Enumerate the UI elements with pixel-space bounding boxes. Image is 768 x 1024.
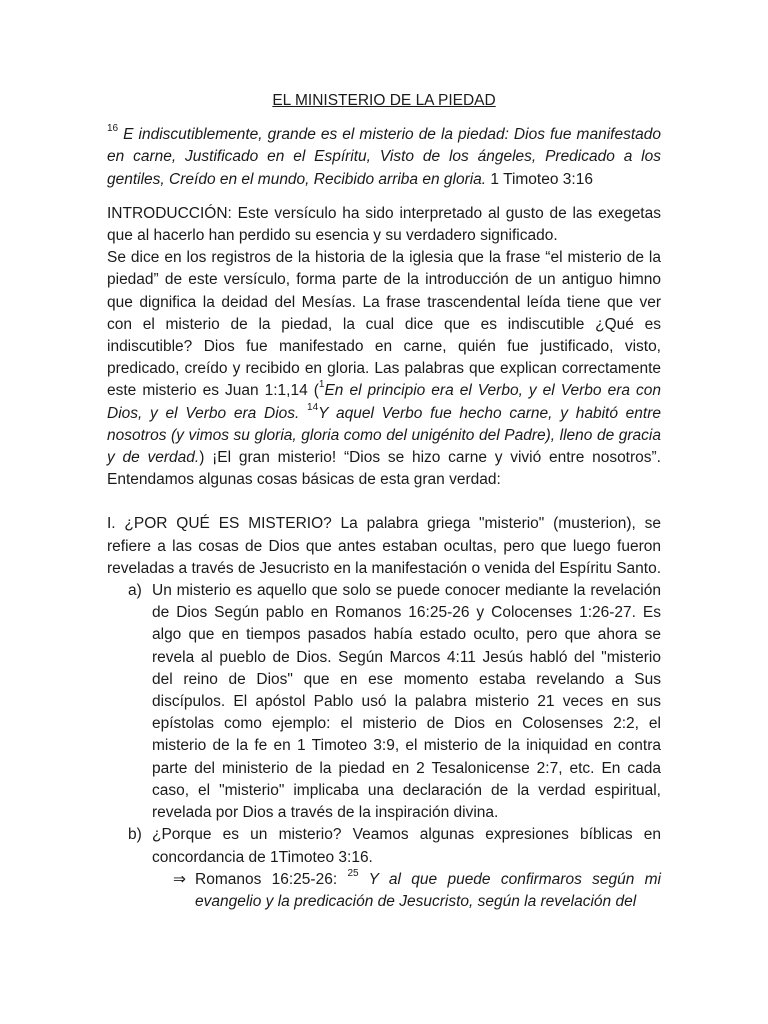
- section-1-heading: I. ¿POR QUÉ ES MISTERIO? La palabra griega "misterio" (musterion), se refiere a las cosas de Dios que antes estaban ocultas, pero que luego fueron reveladas a través de Jesucristo en la manifestación o venida del Espíritu Santo.: [107, 515, 662, 577]
- intro-text-start: Se dice en los registros de la historia de la iglesia que la frase “el misterio de la piedad” de este versículo, forma parte de la introducción de un antiguo himno que dignifica la deidad del Mesías. La frase trascendental leída tiene que ver con el misterio de la piedad, la cual dice que es indiscutible ¿Qué es indiscutible? Dios fue manifestado en carne, quién fue justificado, visto, predicado, creído y recibido en gloria. Las palabras que explican correctamente este misterio es Juan 1:1,14 (: [107, 249, 661, 400]
- verse-number: 14: [307, 401, 319, 413]
- romans-quote: Y al que puede confirmaros según mi evangelio y la predicación de Jesucristo, según la revelación del: [195, 870, 661, 910]
- intro-text-end: ) ¡El gran misterio! “Dios se hizo carne y vivió entre nosotros”. Entendamos algunas cosas básicas de esta gran verdad:: [107, 449, 661, 489]
- list-item-b: [107, 824, 661, 868]
- section-1-list: [107, 580, 661, 869]
- list-marker: b): [128, 826, 142, 844]
- john-1-14-quote: Y aquel Verbo fue hecho carne, y habitó entre nosotros (y vimos su gloria, gloria como del unigénito del Padre), lleno de gracia y de verdad.: [107, 404, 661, 467]
- epigraph-quote: E indiscutiblemente, grande es el misterio de la piedad: Dios fue manifestado en carne, Justificado en el Espíritu, Visto de los ángeles, Predicado a los gentiles, Creído en el mundo, Recibido arriba en gloria.: [107, 126, 661, 188]
- arrow-list-item: [107, 869, 661, 913]
- arrow-item-reference: Romanos 16:25-26:: [195, 870, 348, 888]
- verse-number: 16: [107, 123, 119, 135]
- verse-number: 1: [318, 379, 325, 391]
- verse-number: 25: [347, 867, 359, 879]
- document-page: [107, 90, 661, 913]
- list-marker: a): [128, 582, 142, 600]
- arrow-icon: ⇒: [173, 870, 186, 888]
- document-title: EL MINISTERIO DE LA PIEDAD: [272, 92, 496, 109]
- john-1-1-quote: En el principio era el Verbo, y el Verbo era con Dios, y el Verbo era Dios.: [107, 382, 661, 422]
- epigraph: [107, 124, 661, 191]
- intro-paragraph-1: INTRODUCCIÓN: Este versículo ha sido interpretado al gusto de las exegetas que al hacerlo han perdido su esencia y su verdadero significado.: [107, 204, 661, 245]
- list-item-text: ¿Porque es un misterio? Veamos algunas expresiones bíblicas en concordancia de 1Timoteo 3:16.: [152, 826, 661, 866]
- list-item-text: Un misterio es aquello que solo se puede conocer mediante la revelación de Dios Según pablo en Romanos 16:25-26 y Colocenses 1:26-27. Es algo que en tiempos pasados había estado oculto, pero que ahora se revela al pueblo de Dios. Según Marcos 4:11 Jesús habló del "misterio del reino de Dios" que en ese momento estaba revelando a Sus discípulos. El apóstol Pablo usó la palabra misterio 21 veces en sus epístolas como ejemplo: el misterio de Dios en Colosenses 2:2, el misterio de la fe en 1 Timoteo 3:9, el misterio de la iniquidad en contra parte del ministerio de la piedad en 2 Tesalonicense 2:7, etc. En cada caso, el "misterio" implicaba una declaración de la verdad espiritual, revelada por Dios a través de la inspiración divina.: [152, 582, 661, 822]
- epigraph-reference: 1 Timoteo 3:16: [486, 170, 593, 188]
- intro-paragraph-2: [107, 247, 661, 491]
- list-item-a: [107, 580, 661, 824]
